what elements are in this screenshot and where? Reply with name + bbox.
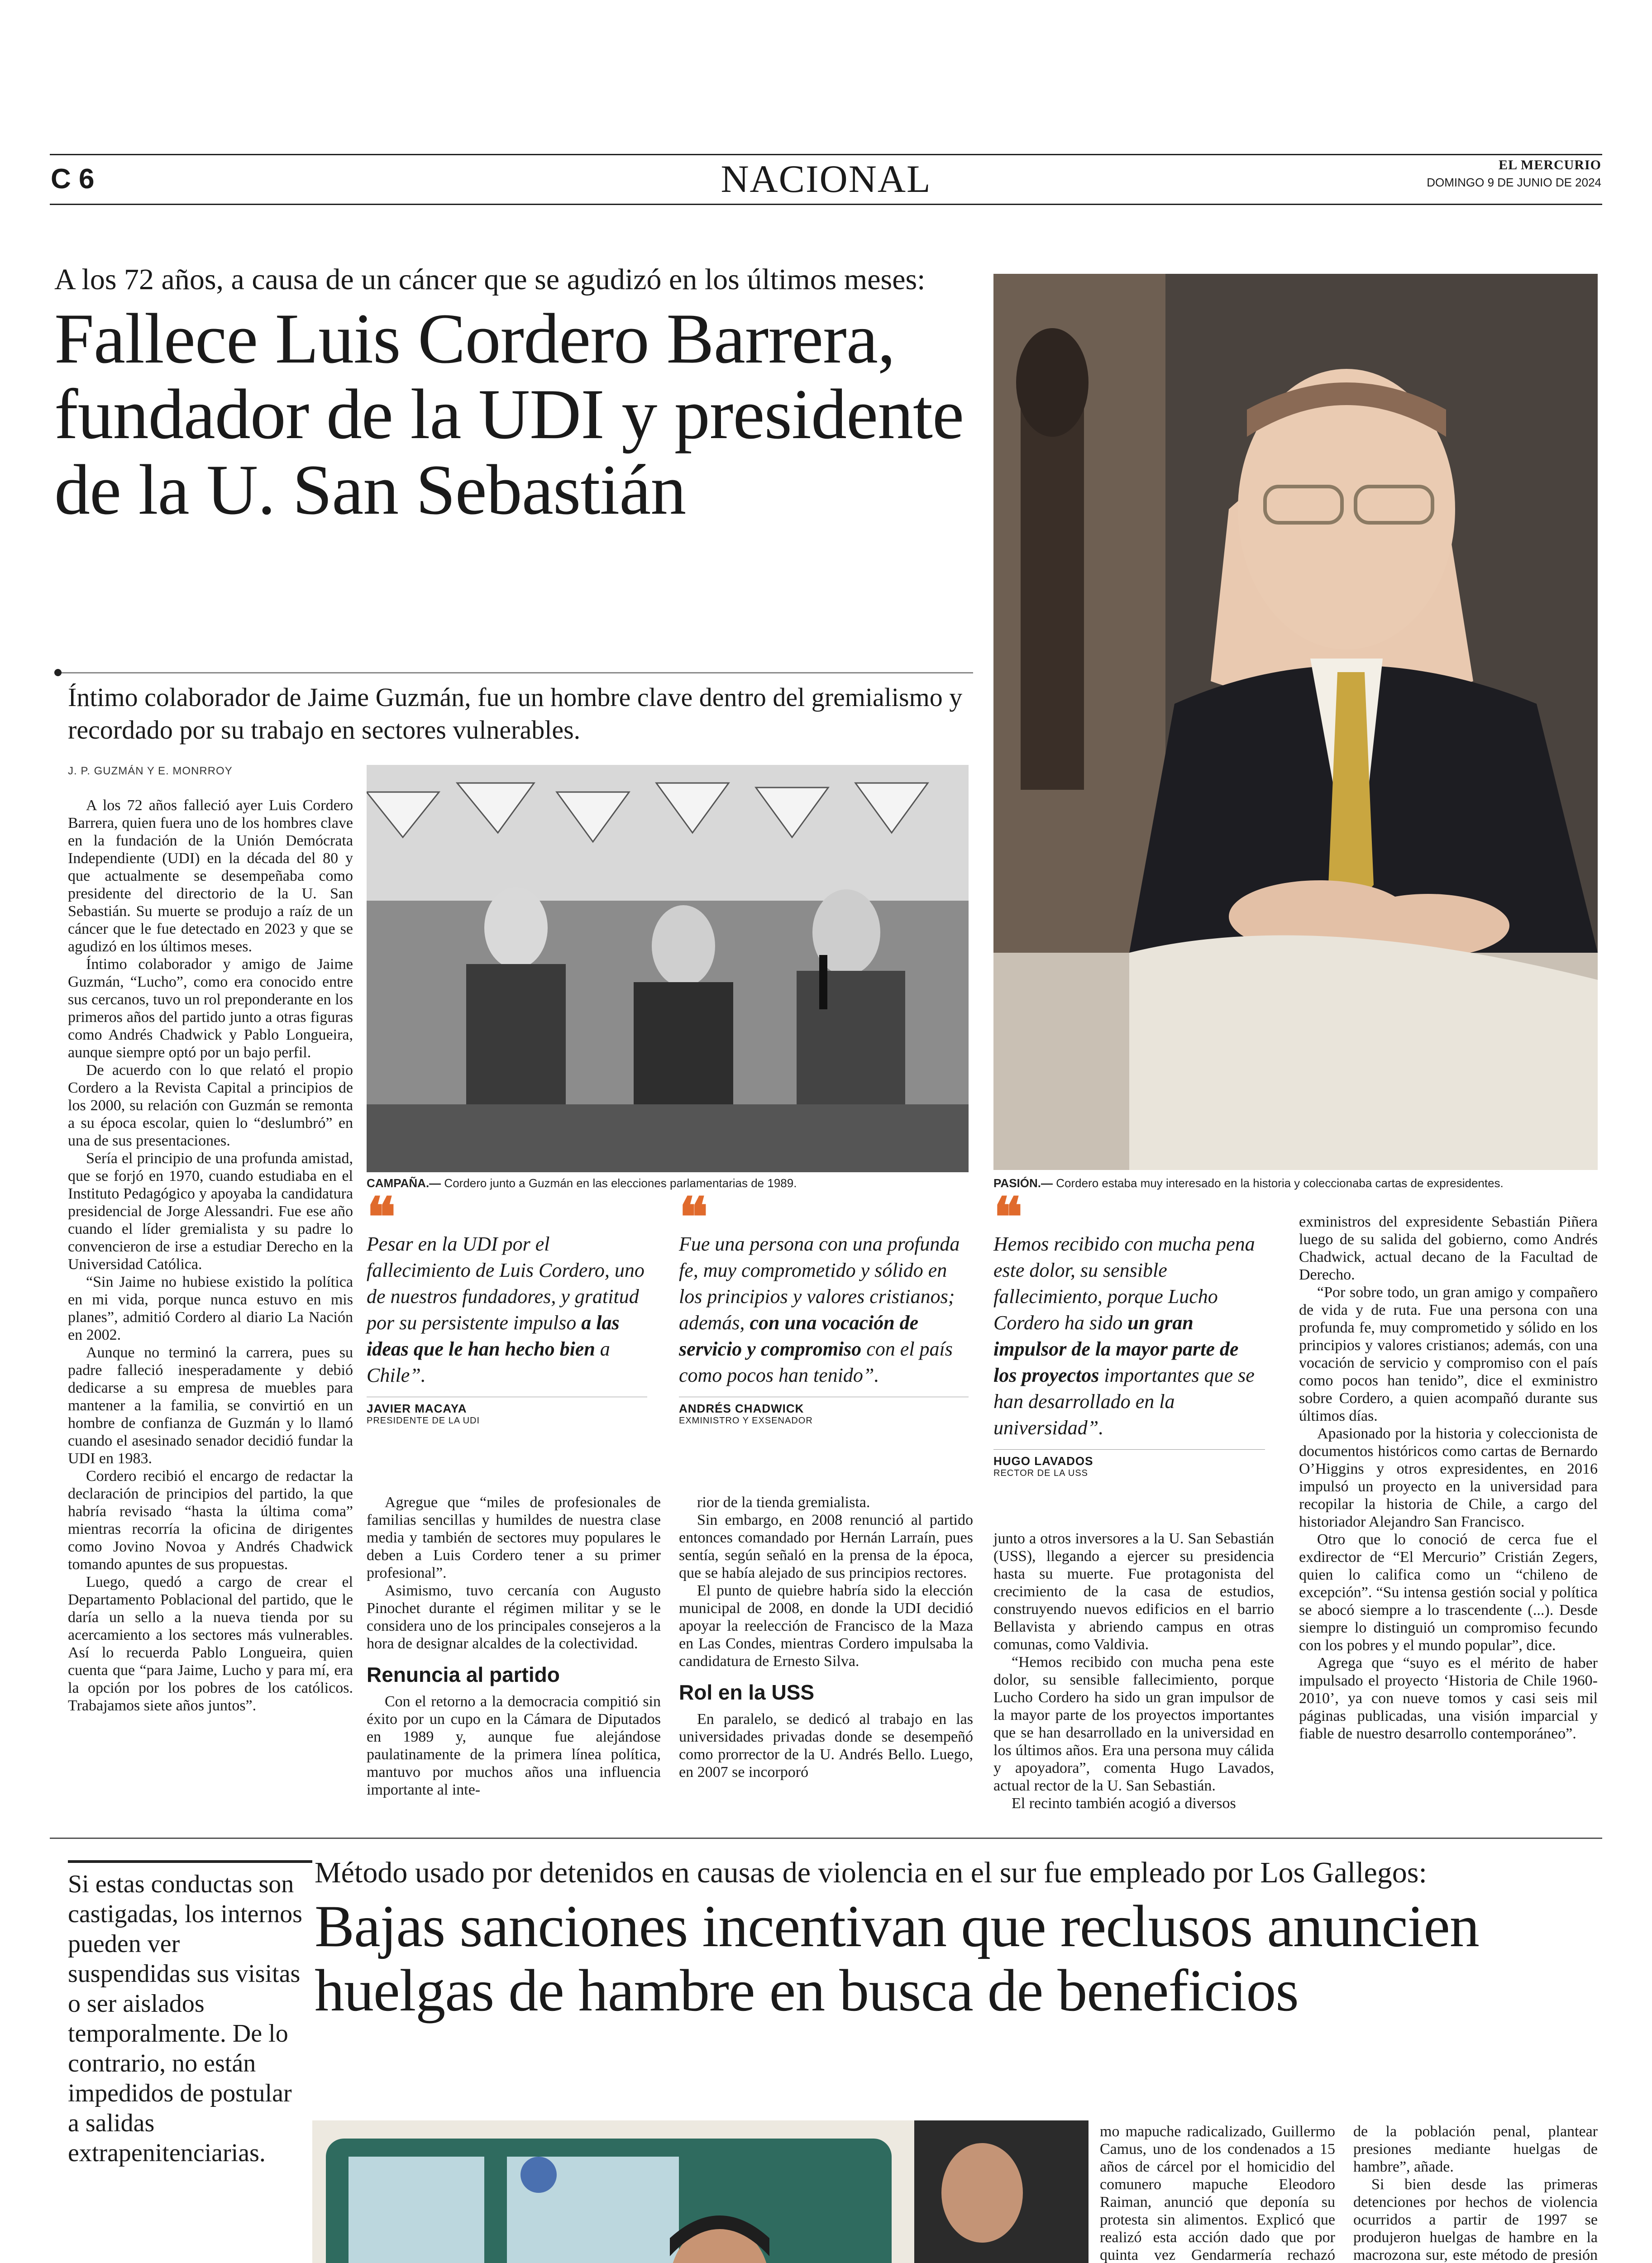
article2-column-6 <box>1353 2123 1598 2263</box>
article2-pullquote: Si estas conductas son castigadas, los internos pueden ver suspendidas sus visitas o ser aislados temporalmente. De lo contrario, no están impedidos de postular a salidas extrapenitenciarias. <box>68 1870 302 2167</box>
paragraph: Agrega que “suyo es el mérito de haber impulsado el proyecto ‘Historia de Chile 1960-2010’, ya con nueve tomos y casi seis mil páginas publicadas, una visión imparcial y fiable de nuestro desarrollo contemporáneo”. <box>1299 1655 1598 1742</box>
paragraph: Sería el principio de una profunda amistad, que se forjó en 1970, cuando estudiaba en el Instituto Pedagógico y apoyaba la candidatura presidencial de Jorge Alessandri. Fue ese año cuando el líder gremialista y su padre lo convencieron de irse a estudiar Derecho en la Universidad Católica. <box>68 1150 353 1273</box>
paragraph: Cordero recibió el encargo de redactar la declaración de principios del partido, la que habría revisado “hasta la última coma” mientras recorría la oficina de dirigentes como Jovino Novoa y Andrés Chadwick tomando apuntes de sus propuestas. <box>68 1468 353 1573</box>
paragraph: Sin embargo, en 2008 renunció al partido entonces comandado por Hernán Larraín, pues sentía, según señaló en la prensa de la época, que se había alejado de sus principios rectores. <box>679 1512 973 1581</box>
paragraph: Agregue que “miles de profesionales de familias sencillas y humildes de nuestra clase media y también de sectores muy populares le deben a Luis Cordero tener a su primer profesional”. <box>367 1494 661 1581</box>
paragraph: A los 72 años falleció ayer Luis Cordero Barrera, quien fuera uno de los hombres clave en la fundación de la Unión Demócrata Independiente (UDI) en la década del 80 y que actualmente se desempeñaba como presidente del directorio de la U. San Sebastián. Su muerte se produjo a raíz de un cáncer que le fue detectado en 2023 y que se agudizó en los últimos meses. <box>68 797 353 955</box>
newspaper-name: EL MERCURIO <box>1499 158 1601 172</box>
page-number: C 6 <box>51 163 95 195</box>
quote-macaya <box>367 1185 647 1426</box>
subhead-rol-uss: Rol en la USS <box>679 1681 815 1704</box>
article1-headline: Fallece Luis Cordero Barrera, fundador de la UDI y presidente de la U. San Sebastián <box>54 299 964 530</box>
paragraph: junto a otros inversores a la U. San Sebastián (USS), llegando a ejercer su presidencia hasta su muerte. Fue protagonista del crecimiento de la casa de estudios, construyendo nuevos edificios en el barrio Bellavista y abriendo campus en otras comunas, como Valdivia. <box>993 1530 1274 1653</box>
issue-date: DOMINGO 9 DE JUNIO DE 2024 <box>1427 176 1601 189</box>
quote-author: HUGO LAVADOS <box>993 1454 1093 1468</box>
deck-rule <box>54 672 973 673</box>
quote-author: ANDRÉS CHADWICK <box>679 1402 804 1415</box>
caption-label: PASIÓN.— <box>993 1176 1053 1190</box>
article1-column-4 <box>993 1530 1274 1812</box>
pullquote-rule <box>68 1860 312 1863</box>
header-top-rule <box>50 154 1602 155</box>
campaign-photo <box>367 765 969 1172</box>
quote-lavados <box>993 1185 1265 1479</box>
article1-column-3 <box>679 1494 973 1781</box>
llaitul-photo <box>312 2120 1089 2263</box>
paragraph: Si bien desde las primeras detenciones por hechos de violencia ocurridos a partir de 1997 se produjeron huelgas de hambre en la macrozona sur, este método de presión <box>1353 2176 1598 2263</box>
paragraph: Aunque no terminó la carrera, pues su padre falleció inesperadamente y debió dedicarse a su empresa de muebles para mantener a la familia, se convirtió en un hombre de confianza de Guzmán y lo llamó cuando el asesinado senador decidió fundar la UDI en 1983. <box>68 1344 353 1467</box>
article1-column-5 <box>1299 1213 1598 1743</box>
article1-byline: J. P. GUZMÁN Y E. MONRROY <box>68 765 233 777</box>
quote-mark-icon: ❝ <box>679 1185 708 1249</box>
section-title: NACIONAL <box>721 157 931 201</box>
paragraph: “Hemos recibido con mucha pena este dolor, su sensible fallecimiento, porque Lucho Cordero ha sido un gran impulsor de la mayor parte de los proyectos importantes que se han desarrollado en la universidad en los últimos años. Era una persona muy cálida y apoyadora”, comenta Hugo Lavados, actual rector de la U. San Sebastián. <box>993 1654 1274 1794</box>
article1-deck: Íntimo colaborador de Jaime Guzmán, fue un hombre clave dentro del gremialismo y recordado por su trabajo en sectores vulnerables. <box>68 683 963 745</box>
paragraph: Apasionado por la historia y coleccionista de documentos históricos como cartas de Bernardo O’Higgins y otros expresidentes, en 2016 impulsó un proyecto en la universidad para recopilar la historia de Chile, a cargo del historiador Alejandro San Francisco. <box>1299 1425 1598 1530</box>
quote-chadwick <box>679 1185 969 1426</box>
paragraph: Asimismo, tuvo cercanía con Augusto Pinochet durante el régimen militar y se le considera uno de los principales consejeros a la hora de designar alcaldes de la colectividad. <box>367 1582 661 1652</box>
subhead-renuncia: Renuncia al partido <box>367 1663 560 1686</box>
article1-kicker: A los 72 años, a causa de un cáncer que se agudizó en los últimos meses: <box>54 263 926 296</box>
bullet-dot <box>54 669 62 676</box>
quote-role: RECTOR DE LA USS <box>993 1468 1089 1478</box>
paragraph: Otro que lo conoció de cerca fue el exdirector de “El Mercurio” Cristián Zegers, quien lo califica como un “chileno de excepción”. “Su intensa gestión social y política se abocó siempre a lo trascendente (...). Desde siempre lo distinguió un compromiso fecundo con los pobres y el mundo popular”, dice. <box>1299 1531 1598 1654</box>
paragraph: rior de la tienda gremialista. <box>697 1494 870 1511</box>
article-separator <box>50 1838 1602 1839</box>
quote-role: PRESIDENTE DE LA UDI <box>367 1416 480 1426</box>
quote-mark-icon: ❝ <box>367 1185 396 1249</box>
paragraph: de la población penal, plantear presiones mediante huelgas de hambre”, añade. <box>1353 2123 1598 2175</box>
caption-text: Cordero junto a Guzmán en las elecciones parlamentarias de 1989. <box>444 1176 797 1190</box>
paragraph: El recinto también acogió a diversos <box>1012 1795 1236 1812</box>
article1-column-1 <box>68 797 353 1714</box>
article2-column-5 <box>1100 2123 1335 2263</box>
paragraph: exministros del expresidente Sebastián Piñera luego de su salida del gobierno, como Andrés Chadwick, actual decano de la Facultad de Derecho. <box>1299 1213 1598 1283</box>
photo2-caption <box>993 1176 1598 1190</box>
caption-label: CAMPAÑA.— <box>367 1176 441 1190</box>
paragraph: En paralelo, se dedicó al trabajo en las universidades privadas donde se desempeñó como prorrector de la U. Andrés Bello. Luego, en 2007 se incorporó <box>679 1711 973 1781</box>
header-bottom-rule <box>50 204 1602 205</box>
paragraph: Luego, quedó a cargo de crear el Departamento Poblacional del partido, que le daría un sello a la nueva tienda por su acercamiento a los sectores más vulnerables. Así lo recuerda Pablo Longueira, quien cuenta que “para Jaime, Lucho y para mí, era la opción por los pobres de los católicos. Trabajamos siete años juntos”. <box>68 1574 353 1714</box>
quote-author: JAVIER MACAYA <box>367 1402 467 1415</box>
paragraph: De acuerdo con lo que relató el propio Cordero a la Revista Capital a principios de los 2000, su relación con Guzmán se remonta a su época escolar, quien lo “deslumbró” en una de sus presentaciones. <box>68 1062 353 1149</box>
quote-text: Hemos recibido con mucha pena este dolor, su sensible fallecimiento, porque Lucho Cordero ha sido un gran impulsor de la mayor parte de los proyectos importantes que se han desarrollado en la universidad”. <box>993 1233 1255 1439</box>
paragraph: Con el retorno a la democracia compitió sin éxito por un cupo en la Cámara de Diputados en 1989 y, aunque fue alejándose paulatinamente de la primera línea política, mantuvo por muchos años una influencia importante al inte- <box>367 1693 661 1798</box>
paragraph: mo mapuche radicalizado, Guillermo Camus, uno de los condenados a 15 años de cárcel por el homicidio del comunero mapuche Eleodoro Raiman, anunció que deponía su protesta sin alimentos. Explicó que realizó esta acción dado que por quinta vez Gendarmería rechazó <box>1100 2123 1335 2263</box>
paragraph: “Por sobre todo, un gran amigo y compañero de vida y de ruta. Fue una persona con una profunda fe, muy comprometido y sólido en los principios y valores cristianos; además, con una vocación de servicio y compromiso con el país como pocos han tenido”, dice el exministro sobre Cordero, a quien acompañó durante sus últimos días. <box>1299 1284 1598 1424</box>
paragraph: “Sin Jaime no hubiese existido la política en mi vida, porque nunca estuvo en mis planes”, admitió Cordero al diario La Nación en 2002. <box>68 1274 353 1343</box>
quote-text: Pesar en la UDI por el fallecimiento de Luis Cordero, uno de nuestros fundadores, y gratitud por su persistente impulso a las ideas que le han hecho bien a Chile”. <box>367 1233 645 1386</box>
article2-kicker: Método usado por detenidos en causas de violencia en el sur fue empleado por Los Gallegos: <box>315 1856 1427 1889</box>
quote-role: EXMINISTRO Y EXSENADOR <box>679 1416 813 1426</box>
caption-text: Cordero estaba muy interesado en la historia y coleccionaba cartas de expresidentes. <box>1056 1176 1504 1190</box>
quote-mark-icon: ❝ <box>993 1185 1023 1249</box>
paragraph: Íntimo colaborador y amigo de Jaime Guzmán, “Lucho”, como era conocido entre sus cercanos, tuvo un rol preponderante en los primeros años del partido junto a otras figuras como Andrés Chadwick y Pablo Longueira, aunque siempre optó por un bajo perfil. <box>68 956 353 1061</box>
cordero-portrait-photo <box>993 274 1598 1170</box>
article1-column-2 <box>367 1494 661 1799</box>
photo1-caption <box>367 1176 973 1190</box>
paragraph: El punto de quiebre habría sido la elección municipal de 2008, en donde la UDI decidió apoyar la reelección de Francisco de la Maza en Las Condes, mientras Cordero impulsaba la candidatura de Ernesto Silva. <box>679 1582 973 1670</box>
quote-text: Fue una persona con una profunda fe, muy comprometido y sólido en los principios y valores cristianos; además, con una vocación de servicio y compromiso con el país como pocos han tenido”. <box>679 1233 960 1386</box>
article2-headline: Bajas sanciones incentivan que reclusos anuncien huelgas de hambre en busca de beneficios <box>315 1893 1479 2024</box>
